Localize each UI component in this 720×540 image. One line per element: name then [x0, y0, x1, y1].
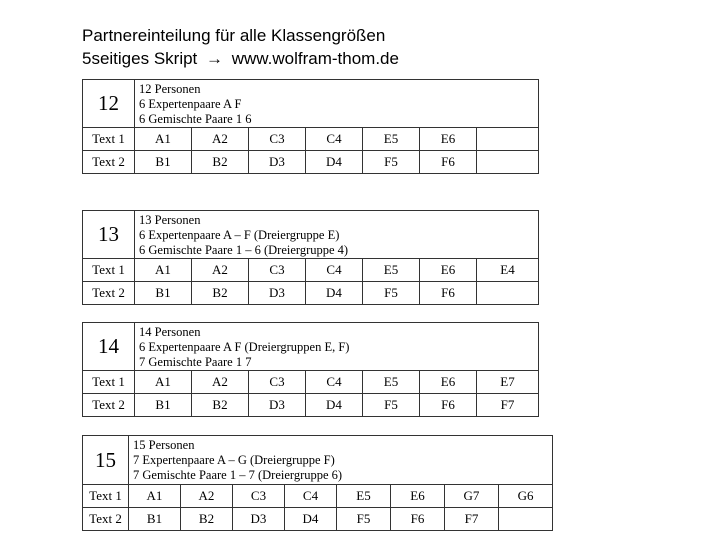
- row-label: Text 2: [83, 151, 135, 174]
- group-table-12: [82, 79, 539, 174]
- description-line: 15 Personen: [133, 438, 195, 452]
- description-line: 6 Gemischte Paare 1 6: [139, 112, 252, 126]
- table-cell: C4: [306, 259, 363, 282]
- table-cell: C4: [306, 128, 363, 151]
- group-table-14: [82, 322, 539, 417]
- table-cell: B1: [129, 508, 181, 531]
- table-cell: C3: [249, 259, 306, 282]
- description-line: 7 Gemischte Paare 1 7: [139, 355, 252, 369]
- table-cell: F7: [477, 394, 539, 417]
- table-cell: B2: [192, 282, 249, 305]
- table-cell: D3: [233, 508, 285, 531]
- group-size-number: 15: [83, 436, 129, 485]
- group-description: [135, 211, 539, 259]
- table-cell: D3: [249, 394, 306, 417]
- table-cell: E4: [477, 259, 539, 282]
- row-label: Text 1: [83, 371, 135, 394]
- table-cell: F5: [363, 394, 420, 417]
- table-cell: C4: [285, 485, 337, 508]
- script-label: 5seitiges Skript: [82, 49, 198, 68]
- table-cell: E6: [391, 485, 445, 508]
- script-reference: [82, 47, 399, 70]
- arrow-right-icon: →: [206, 49, 224, 68]
- table-cell: G6: [499, 485, 553, 508]
- table-cell: E6: [420, 128, 477, 151]
- table-cell: D3: [249, 151, 306, 174]
- table-cell: A2: [192, 128, 249, 151]
- description-line: 6 Expertenpaare A F (Dreiergruppen E, F): [139, 340, 350, 354]
- table-cell: B1: [135, 282, 192, 305]
- table-cell: B1: [135, 151, 192, 174]
- table-cell: A2: [192, 259, 249, 282]
- table-cell: A1: [135, 371, 192, 394]
- description-line: 13 Personen: [139, 213, 201, 227]
- row-label: Text 2: [83, 282, 135, 305]
- group-description: [135, 80, 539, 128]
- table-cell: F5: [363, 282, 420, 305]
- table-cell: B2: [192, 394, 249, 417]
- table-cell: A2: [192, 371, 249, 394]
- description-line: 6 Expertenpaare A F: [139, 97, 242, 111]
- table-cell: B1: [135, 394, 192, 417]
- table-cell: C3: [249, 128, 306, 151]
- description-line: 6 Expertenpaare A – F (Dreiergruppe E): [139, 228, 340, 242]
- group-table-15: [82, 435, 553, 531]
- table-cell: A1: [129, 485, 181, 508]
- table-cell: [477, 282, 539, 305]
- row-label: Text 2: [83, 508, 129, 531]
- group-size-number: 13: [83, 211, 135, 259]
- group-table-13: [82, 210, 539, 305]
- table-cell: D4: [306, 151, 363, 174]
- group-size-number: 12: [83, 80, 135, 128]
- table-cell: F6: [391, 508, 445, 531]
- table-cell: A1: [135, 128, 192, 151]
- group-description: [129, 436, 553, 485]
- table-cell: E5: [363, 128, 420, 151]
- table-cell: D4: [306, 394, 363, 417]
- row-label: Text 2: [83, 394, 135, 417]
- row-label: Text 1: [83, 485, 129, 508]
- table-cell: A1: [135, 259, 192, 282]
- table-cell: G7: [445, 485, 499, 508]
- group-size-number: 14: [83, 323, 135, 371]
- description-line: 12 Personen: [139, 82, 201, 96]
- table-cell: E7: [477, 371, 539, 394]
- table-cell: C3: [249, 371, 306, 394]
- table-cell: [477, 151, 539, 174]
- table-cell: B2: [181, 508, 233, 531]
- table-cell: D4: [306, 282, 363, 305]
- table-cell: F5: [363, 151, 420, 174]
- table-cell: A2: [181, 485, 233, 508]
- description-line: 14 Personen: [139, 325, 201, 339]
- table-cell: E5: [337, 485, 391, 508]
- description-line: 7 Expertenpaare A – G (Dreiergruppe F): [133, 453, 335, 467]
- table-cell: F5: [337, 508, 391, 531]
- row-label: Text 1: [83, 128, 135, 151]
- table-cell: F6: [420, 282, 477, 305]
- table-cell: E6: [420, 371, 477, 394]
- document-title: Partnereinteilung für alle Klassengrößen: [82, 26, 386, 45]
- row-label: Text 1: [83, 259, 135, 282]
- table-cell: [477, 128, 539, 151]
- website-link[interactable]: www.wolfram-thom.de: [231, 49, 399, 68]
- table-cell: E6: [420, 259, 477, 282]
- table-cell: C3: [233, 485, 285, 508]
- group-description: [135, 323, 539, 371]
- document-header: [82, 24, 399, 70]
- table-cell: C4: [306, 371, 363, 394]
- table-cell: E5: [363, 371, 420, 394]
- description-line: 6 Gemischte Paare 1 – 6 (Dreiergruppe 4): [139, 243, 349, 257]
- table-cell: D3: [249, 282, 306, 305]
- table-cell: B2: [192, 151, 249, 174]
- table-cell: F6: [420, 151, 477, 174]
- table-cell: [499, 508, 553, 531]
- table-cell: D4: [285, 508, 337, 531]
- table-cell: F7: [445, 508, 499, 531]
- table-cell: E5: [363, 259, 420, 282]
- table-cell: F6: [420, 394, 477, 417]
- description-line: 7 Gemischte Paare 1 – 7 (Dreiergruppe 6): [133, 468, 343, 482]
